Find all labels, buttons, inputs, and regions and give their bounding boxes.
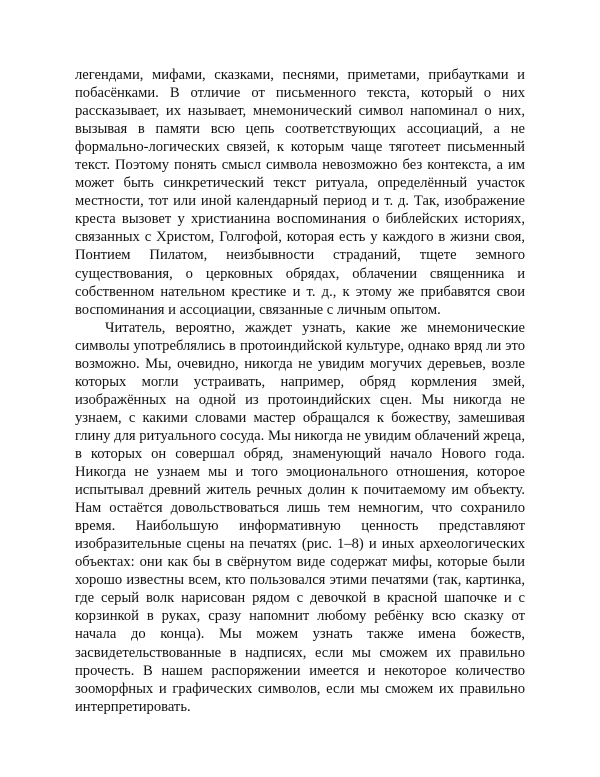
paragraph-2: Читатель, вероятно, жаждет узнать, какие же мнемонические символы употреблялись в протоиндийской культуре, однако вряд ли это возможно. Мы, очевидно, никогда не увидим могучих деревьев, возле которых могли устраивать, например, обряд кормления змей, изображённых на одной из протоиндийских сцен. Мы никогда не узнаем, с какими словами мастер обращался к божеству, замешивая глину для ритуального сосуда. Мы никогда не увидим облачений жреца, в которых он совершал обряд, знаменующий начало Нового года. Никогда не узнаем мы и того эмоционального отношения, которое испытывал древний житель речных долин к почитаемому им объекту. Нам остаётся довольствоваться лишь тем немногим, что сохранило время. Наибольшую информативную ценность представляют изобразительные сцены на печатях (рис. 1–8) и иных археологических объектах: они как бы в свёрнутом виде содержат мифы, которые были хорошо известны всем, кто пользовался этими печатями (так, картинка, где серый волк нарисован рядом с девочкой в красной шапочке и с корзинкой в руках, сразу напомнит любому ребёнку всю сказку от начала до конца). Мы можем узнать также имена божеств, засвидетельствованные в надписях, если мы сможем их правильно прочесть. В нашем распоряжении имеется и некоторое количество зооморфных и графических символов, если мы сможем их правильно интерпретировать.: [75, 319, 525, 715]
paragraph-1: легендами, мифами, сказками, песнями, приметами, прибаутками и побасёнками. В отличие от письменного текста, который о них рассказывает, их называет, мнемонический символ напоминал о них, вызывая в памяти всю цепь соответствующих ассоциаций, а не формально-логических связей, к которым чаще тяготеет письменный текст. Поэтому понять смысл символа невозможно без контекста, а им может быть синкретический текст ритуала, определённый участок местности, тот или иной календарный период и т. д. Так, изображение креста вызовет у христианина воспоминания о библейских историях, связанных с Христом, Голгофой, которая есть у каждого в жизни своя, Понтием Пилатом, неизбывности страданий, тщете земного существования, о церковных обрядах, облачении священника и собственном нательном крестике и т. д., к этому же прибавятся свои воспоминания и ассоциации, связанные с личным опытом.: [75, 67, 525, 318]
document-page: [75, 66, 525, 716]
